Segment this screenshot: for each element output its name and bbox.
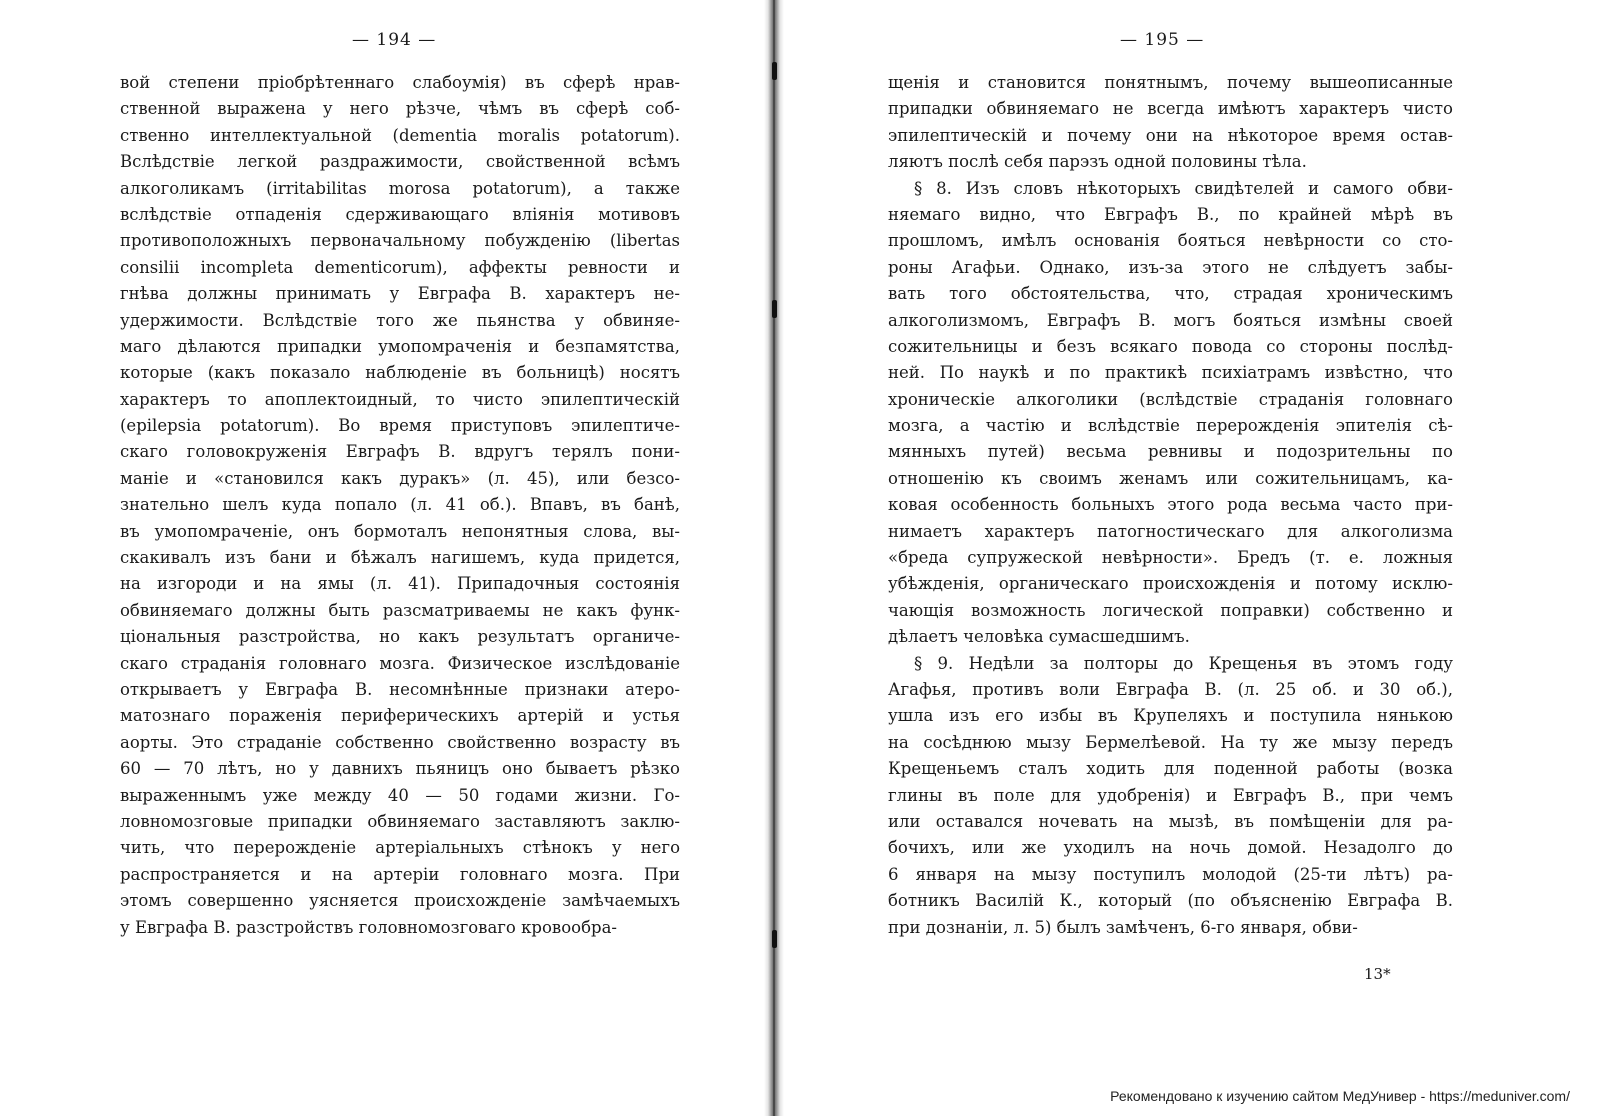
spine-mark	[772, 930, 777, 948]
text-line: у Евграфа В. разстройствъ головномозговаго кровообра-	[120, 917, 617, 937]
text-line: противоположныхъ первоначальному побужденію (libertas	[120, 231, 680, 251]
text-line: вслѣдствіе отпаденія сдерживающаго вліянія мотивовъ	[120, 204, 680, 224]
text-line: ковая особенность больныхъ этого рода весьма часто при-	[888, 495, 1453, 515]
text-line: отношенію къ своимъ женамъ или сожительницамъ, ка-	[888, 468, 1453, 488]
text-line: нимаетъ характеръ патогностическаго для алкоголизма	[888, 521, 1453, 541]
text-line: ловномозговые припадки обвиняемаго заставляютъ заклю-	[120, 811, 680, 831]
text-line: «бреда супружеской невѣрности». Бредъ (т. е. ложныя	[888, 548, 1453, 568]
left-page	[0, 0, 772, 1116]
text-line: глины въ поле для удобренія) и Евграфъ В., при чемъ	[888, 785, 1453, 805]
text-line: вать того обстоятельства, что, страдая хроническимъ	[888, 284, 1453, 304]
text-line: ляютъ послѣ себя парэзъ одной половины тѣла.	[888, 152, 1307, 172]
signature-mark: 13*	[1364, 965, 1391, 983]
text-line: мозга, а частію и вслѣдствіе перерожденія эпителія сѣ-	[888, 416, 1453, 436]
text-line: которые (какъ показало наблюденіе въ больницѣ) носятъ	[120, 363, 680, 383]
text-line: ственной выражена у него рѣзче, чѣмъ въ сферѣ соб-	[120, 99, 680, 119]
page-text	[888, 70, 1453, 941]
book-spine	[764, 0, 784, 1116]
text-line: вой степени пріобрѣтеннаго слабоумія) въ сферѣ нрав-	[120, 73, 680, 92]
right-page	[782, 0, 1600, 1116]
text-line: хроническіе алкоголики (вслѣдствіе страданія головнаго	[888, 389, 1453, 409]
text-line: обвиняемаго должны быть разсматриваемы не какъ функ-	[120, 600, 680, 620]
text-line: матознаго пораженія периферическихъ артерій и устья	[120, 706, 680, 726]
text-line: скаго страданія головнаго мозга. Физическое изслѣдованіе	[120, 653, 680, 673]
text-line: няемаго видно, что Евграфъ В., по крайней мѣрѣ въ	[888, 204, 1453, 224]
text-line: 60 — 70 лѣтъ, но у давнихъ пьяницъ оно бываетъ рѣзко	[120, 759, 680, 779]
text-line: ушла изъ его избы въ Крупеляхъ и поступила нянькою	[888, 706, 1453, 726]
text-line: ней. По наукѣ и по практикѣ психіатрамъ извѣстно, что	[888, 363, 1453, 383]
text-line: удержимости. Вслѣдствіе того же пьянства у обвиняе-	[120, 310, 680, 330]
spine-mark	[772, 62, 777, 80]
text-line: или оставался ночевать на мызѣ, въ помѣщеніи для ра-	[888, 811, 1453, 831]
watermark-link[interactable]: Рекомендовано к изучению сайтом МедУнивер - https://meduniver.com/	[1110, 1088, 1570, 1104]
text-line: роны Агафьи. Однако, изъ-за этого не слѣдуетъ забы-	[888, 257, 1453, 277]
text-line: алкоголизмомъ, Евграфъ В. могъ бояться измѣны своей	[888, 310, 1453, 330]
spine-mark	[772, 300, 777, 318]
text-line: consilii incompleta dementicorum), аффекты ревности и	[120, 257, 680, 277]
text-line: при дознаніи, л. 5) былъ замѣченъ, 6-го января, обви-	[888, 917, 1358, 937]
text-line: эпилептическій и почему они на нѣкоторое время остав-	[888, 125, 1453, 145]
text-line: аорты. Это страданіе собственно свойственно возрасту въ	[120, 732, 680, 752]
text-line: щенія и становится понятнымъ, почему вышеописанные	[888, 73, 1453, 92]
page-number: — 194 —	[352, 30, 437, 50]
text-line: маніе и «становился какъ дуракъ» (л. 45), или безсо-	[120, 468, 680, 488]
text-line: мянныхъ путей) весьма ревнивы и подозрительны по	[888, 442, 1453, 462]
text-line: бочихъ, или же уходилъ на ночь домой. Незадолго до	[888, 838, 1453, 858]
text-line: § 9. Недѣли за полторы до Крещенья въ этомъ году	[914, 653, 1453, 673]
text-line: алкоголикамъ (irritabilitas morosa potatorum), а также	[120, 178, 680, 198]
text-line: этомъ совершенно уясняется происхожденіе замѣчаемыхъ	[120, 891, 680, 911]
text-line: скаго головокруженія Евграфъ В. вдругъ терялъ пони-	[120, 442, 680, 462]
text-line: знательно шелъ куда попало (л. 41 об.). Впавъ, въ банѣ,	[120, 495, 680, 515]
text-line: Крещеньемъ сталъ ходить для поденной работы (возка	[888, 759, 1453, 779]
text-line: гнѣва должны принимать у Евграфа В. характеръ не-	[120, 284, 680, 304]
text-line: на изгороди и на ямы (л. 41). Припадочныя состоянія	[120, 574, 680, 594]
text-line: прошломъ, имѣлъ основанія бояться невѣрности со сто-	[888, 231, 1453, 251]
text-line: открываетъ у Евграфа В. несомнѣнные признаки атеро-	[120, 679, 680, 699]
text-line: ботникъ Василій К., который (по объясненію Евграфа В.	[888, 891, 1453, 911]
page-text	[120, 70, 680, 941]
text-line: распространяется и на артеріи головнаго мозга. При	[120, 864, 680, 884]
text-line: маго дѣлаются припадки умопомраченія и безпамятства,	[120, 336, 680, 356]
text-line: припадки обвиняемаго не всегда имѣютъ характеръ чисто	[888, 99, 1453, 119]
text-line: въ умопомраченіе, онъ бормоталъ непонятныя слова, вы-	[120, 521, 680, 541]
text-line: ціональныя разстройства, но какъ результатъ органиче-	[120, 627, 680, 647]
text-line: на сосѣднюю мызу Бермелѣевой. На ту же мызу передъ	[888, 732, 1453, 752]
text-line: 6 января на мызу поступилъ молодой (25-ти лѣтъ) ра-	[888, 864, 1453, 884]
text-line: Вслѣдствіе легкой раздражимости, свойственной всѣмъ	[120, 152, 680, 172]
page-number: — 195 —	[1120, 30, 1205, 50]
text-line: сожительницы и безъ всякаго повода со стороны послѣд-	[888, 336, 1453, 356]
text-line: чающія возможность логической поправки) собственно и	[888, 600, 1453, 620]
text-line: чить, что перерожденіе артеріальныхъ стѣнокъ у него	[120, 838, 680, 858]
text-line: убѣжденія, органическаго происхожденія и потому исклю-	[888, 574, 1453, 594]
text-line: ственно интеллектуальной (dementia moralis potatorum).	[120, 125, 680, 145]
text-line: Агафья, противъ воли Евграфа В. (л. 25 об. и 30 об.),	[888, 679, 1453, 699]
text-line: скакивалъ изъ бани и бѣжалъ нагишемъ, куда придется,	[120, 548, 680, 568]
text-line: дѣлаетъ человѣка сумасшедшимъ.	[888, 627, 1190, 647]
text-line: § 8. Изъ словъ нѣкоторыхъ свидѣтелей и самого обви-	[914, 178, 1453, 198]
text-line: (epilepsia potatorum). Во время приступовъ эпилептиче-	[120, 416, 680, 436]
text-line: характеръ то апоплектоидный, то чисто эпилептическій	[120, 389, 680, 409]
text-line: выраженнымъ уже между 40 — 50 годами жизни. Го-	[120, 785, 680, 805]
